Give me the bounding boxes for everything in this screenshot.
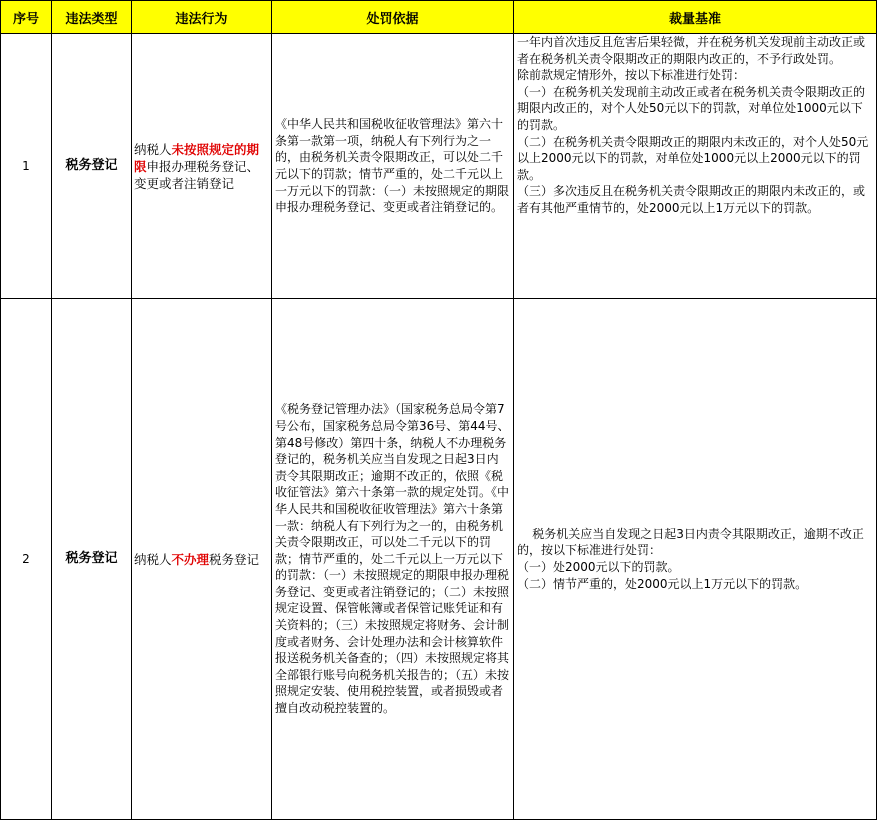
row-number: 1 — [1, 34, 52, 299]
header-act: 违法行为 — [132, 1, 272, 34]
violation-type: 税务登记 — [52, 299, 132, 820]
act-prefix: 纳税人 — [134, 141, 172, 157]
act-suffix: 申报办理税务登记、变更或者注销登记 — [134, 158, 260, 191]
discretion-standard: 一年内首次违反且危害后果轻微，并在税务机关发现前主动改正或者在税务机关责令限期改正的期限内改正的，不予行政处罚。 除前款规定情形外，按以下标准进行处罚： （一）在税务机关发现前主动改正或者在税务机关责令限期改正的期限内改正的，对个人处50元以下的罚款，对单位处1000元以下的罚款。 （二）在税务机关责令限期改正的期限内未改正的，对个人处50元以上2000元以下的罚款，对单位处1000元以上2000元以下的罚款。 （三）多次违反且在税务机关责令限期改正的期限内未改正的，或者有其他严重情节的，处2000元以上1万元以下的罚款。 — [514, 34, 877, 299]
table-row — [1, 299, 877, 820]
violation-act — [132, 34, 272, 299]
act-suffix: 税务登记 — [209, 551, 260, 567]
penalty-basis: 《税务登记管理办法》（国家税务总局令第7号公布，国家税务总局令第36号、第44号、第48号修改）第四十条，纳税人不办理税务登记的，税务机关应当自发现之日起3日内责令其限期改正；逾期不改正的，依照《税收征管法》第六十条第一款的规定处罚。《中华人民共和国税收征收管理法》第六十条第一款：纳税人有下列行为之一的，由税务机关责令限期改正，可以处二千元以下的罚款；情节严重的，处二千元以上一万元以下的罚款：（一）未按照规定的期限申报办理税务登记、变更或者注销登记的；（二）未按照规定设置、保管帐簿或者保管记账凭证和有关资料的；（三）未按照规定将财务、会计制度或者财务、会计处理办法和会计核算软件报送税务机关备查的；（四）未按照规定将其全部银行账号向税务机关报告的；（五）未按照规定安装、使用税控装置，或者损毁或者擅自改动税控装置的。 — [272, 299, 514, 820]
table-row — [1, 34, 877, 299]
header-standard: 裁量基准 — [514, 1, 877, 34]
act-highlight: 未按照规定的期限 — [134, 141, 260, 174]
penalty-basis: 《中华人民共和国税收征收管理法》第六十条第一款第一项，纳税人有下列行为之一的，由税务机关责令限期改正，可以处二千元以下的罚款；情节严重的，处二千元以上一万元以下的罚款：（一）未按照规定的期限申报办理税务登记、变更或者注销登记的。 — [272, 34, 514, 299]
violation-act — [132, 299, 272, 820]
act-prefix: 纳税人 — [134, 551, 172, 567]
header-type: 违法类型 — [52, 1, 132, 34]
header-no: 序号 — [1, 1, 52, 34]
discretion-standard: 税务机关应当自发现之日起3日内责令其限期改正，逾期不改正的，按以下标准进行处罚： （一）处2000元以下的罚款。 （二）情节严重的，处2000元以上1万元以下的罚款。 — [514, 299, 877, 820]
violation-type: 税务登记 — [52, 34, 132, 299]
act-highlight: 不办理 — [171, 551, 210, 567]
header-basis: 处罚依据 — [272, 1, 514, 34]
header-row — [1, 1, 877, 34]
row-number: 2 — [1, 299, 52, 820]
